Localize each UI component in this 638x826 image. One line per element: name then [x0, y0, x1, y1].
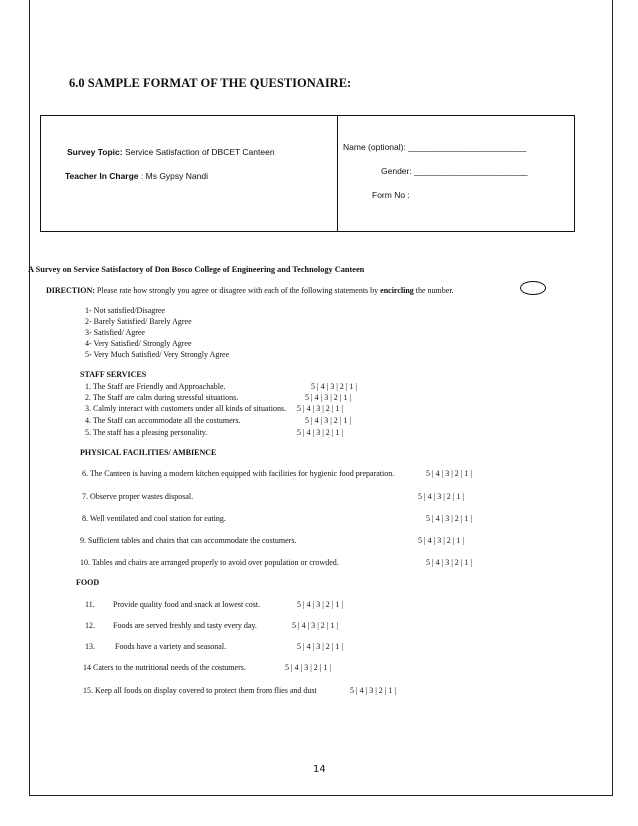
name-field[interactable]: Name (optional): _________________________ — [343, 142, 527, 152]
direction — [46, 286, 454, 295]
section-heading-food: FOOD — [76, 578, 100, 587]
rating-scale[interactable]: 5 | 4 | 3 | 2 | 1 | — [305, 393, 352, 402]
scale-item: 3- Satisfied/ Agree — [85, 328, 145, 337]
survey-heading: A Survey on Service Satisfactory of Don Bosco College of Engineering and Technology Canteen — [28, 265, 365, 274]
scale-item: 2- Barely Satisfied/ Barely Agree — [85, 317, 192, 326]
rating-scale[interactable]: 5 | 4 | 3 | 2 | 1 | — [311, 382, 358, 391]
rating-scale[interactable]: 5 | 4 | 3 | 2 | 1 | — [297, 404, 344, 413]
scale-item: 5- Very Much Satisfied/ Very Strongly Agree — [85, 350, 230, 359]
rating-scale[interactable]: 5 | 4 | 3 | 2 | 1 | — [297, 600, 344, 609]
question-text: 6. The Canteen is having a modern kitchen equipped with facilities for hygienic food preparation. — [82, 469, 395, 478]
question-text: 3. Calmly interact with customers under all kinds of situations. — [85, 404, 287, 413]
question-text: Foods have a variety and seasonal. — [115, 642, 227, 651]
rating-scale[interactable]: 5 | 4 | 3 | 2 | 1 | — [426, 558, 473, 567]
rating-scale[interactable]: 5 | 4 | 3 | 2 | 1 | — [297, 642, 344, 651]
question-text: 7. Observe proper wastes disposal. — [82, 492, 194, 501]
direction-text: Please rate how strongly you agree or disagree with each of the following statements by — [94, 286, 381, 295]
direction-end: the number. — [413, 286, 454, 295]
direction-label: DIRECTION: — [46, 286, 95, 295]
form-no-field[interactable]: Form No : — [372, 190, 410, 200]
rating-scale[interactable]: 5 | 4 | 3 | 2 | 1 | — [418, 492, 465, 501]
question-text: 14 Caters to the nutritional needs of the costumers. — [83, 663, 246, 672]
survey-topic-label: Survey Topic: — [67, 147, 123, 157]
question-text: 15. Keep all foods on display covered to protect them from flies and dust — [83, 686, 317, 695]
rating-scale[interactable]: 5 | 4 | 3 | 2 | 1 | — [426, 514, 473, 523]
question-text: 2. The Staff are calm during stressful situations. — [85, 393, 239, 402]
question-text: 10. Tables and chairs are arranged properly to avoid over population or crowded. — [80, 558, 339, 567]
section-heading-physical: PHYSICAL FACILITIES/ AMBIENCE — [80, 448, 217, 457]
example-circle-icon — [520, 281, 546, 295]
rating-scale[interactable]: 5 | 4 | 3 | 2 | 1 | — [292, 621, 339, 630]
rating-scale[interactable]: 5 | 4 | 3 | 2 | 1 | — [418, 536, 465, 545]
survey-topic-value: Service Satisfaction of DBCET Canteen — [122, 147, 275, 157]
direction-emphasis: encircling — [380, 286, 414, 295]
question-number: 13. — [85, 642, 95, 651]
question-number: 12. — [85, 621, 95, 630]
question-number: 11. — [85, 600, 95, 609]
question-text: 9. Sufficient tables and chairs that can accommodate the costumers. — [80, 536, 297, 545]
question-text: 8. Well ventilated and cool station for eating. — [82, 514, 226, 523]
teacher-in-charge — [65, 171, 208, 181]
rating-scale[interactable]: 5 | 4 | 3 | 2 | 1 | — [426, 469, 473, 478]
rating-scale[interactable]: 5 | 4 | 3 | 2 | 1 | — [297, 428, 344, 437]
rating-scale[interactable]: 5 | 4 | 3 | 2 | 1 | — [285, 663, 332, 672]
rating-scale[interactable]: 5 | 4 | 3 | 2 | 1 | — [305, 416, 352, 425]
question-text: Foods are served freshly and tasty every day. — [113, 621, 257, 630]
teacher-label: Teacher In Charge — [65, 171, 139, 181]
page-number: 14 — [313, 764, 326, 775]
page-title: 6.0 SAMPLE FORMAT OF THE QUESTIONAIRE: — [69, 76, 352, 90]
section-heading-staff: STAFF SERVICES — [80, 370, 147, 379]
teacher-value: : Ms Gypsy Nandi — [138, 171, 208, 181]
survey-topic — [67, 147, 275, 157]
question-text: Provide quality food and snack at lowest cost. — [113, 600, 261, 609]
rating-scale[interactable]: 5 | 4 | 3 | 2 | 1 | — [350, 686, 397, 695]
scale-item: 1- Not satisfied/Disagree — [85, 306, 165, 315]
gender-field[interactable]: Gender: ________________________ — [381, 166, 528, 176]
scale-item: 4- Very Satisfied/ Strongly Agree — [85, 339, 192, 348]
question-text: 1. The Staff are Friendly and Approachable. — [85, 382, 226, 391]
question-text: 4. The Staff can accommodate all the costumers. — [85, 416, 241, 425]
question-text: 5. The staff has a pleasing personality. — [85, 428, 208, 437]
